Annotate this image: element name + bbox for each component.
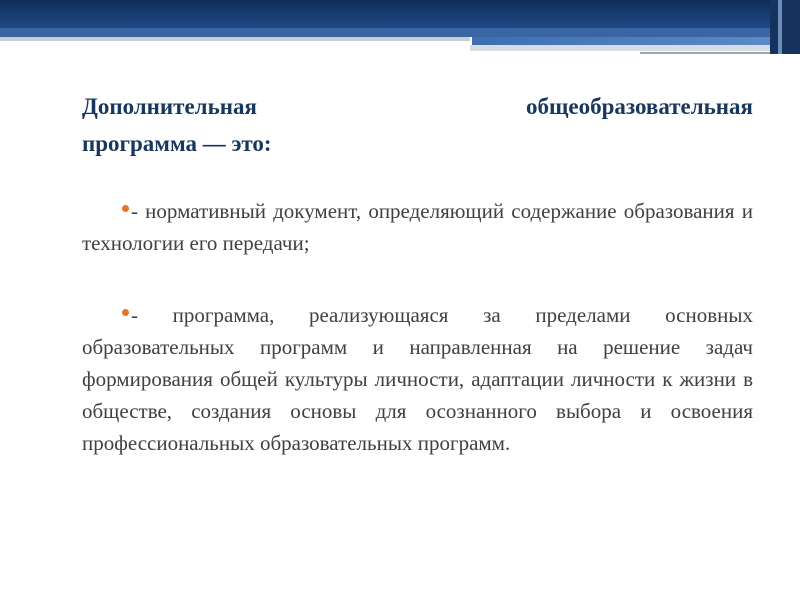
title-line-2: программа — это:	[82, 131, 272, 156]
bullet-dot-icon	[122, 309, 129, 316]
title-word-1: Дополнительная	[82, 94, 257, 119]
header-banner	[0, 0, 800, 62]
bullet-dot-icon	[122, 205, 129, 212]
bullet-item-2	[82, 299, 753, 459]
bullet-list	[82, 195, 753, 459]
slide-title	[82, 88, 753, 162]
bullet-text-2: - программа, реализующаяся за пределами основных образовательных программ и направленная на решение задач формирования общей культуры личности, адаптации личности к жизни в обществе, создания основы для осознанного выбора и освоения профессиональных образовательных программ.	[82, 303, 753, 455]
title-word-2: общеобразовательная	[525, 94, 753, 119]
header-decoration	[0, 0, 800, 62]
bullet-text-1: - нормативный документ, определяющий содержание образования и технологии его передачи;	[82, 199, 753, 255]
slide-content	[82, 88, 753, 499]
bullet-item-1	[82, 195, 753, 259]
